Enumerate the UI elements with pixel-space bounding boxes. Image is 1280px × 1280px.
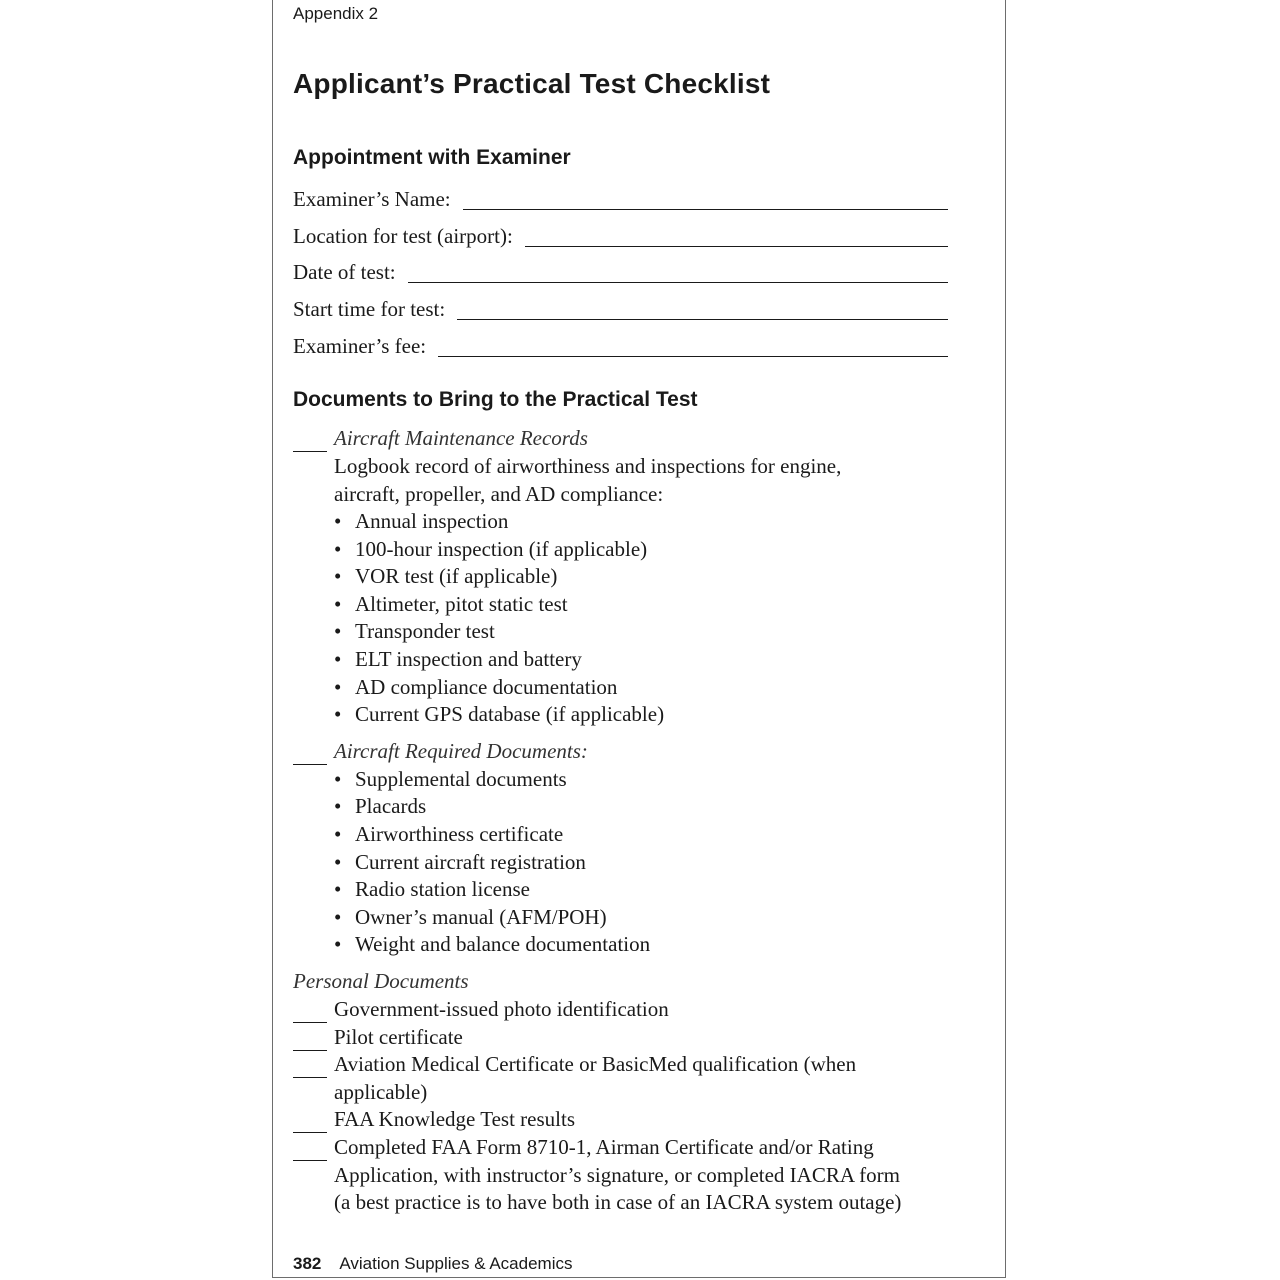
- personal-item-checkbox-blank[interactable]: [293, 1106, 327, 1133]
- list-item: • Supplemental documents: [334, 767, 567, 791]
- examiner-name-label: Examiner’s Name:: [293, 187, 451, 211]
- personal-docs-label: Personal Documents: [293, 969, 469, 993]
- appendix-label: Appendix 2: [293, 4, 379, 23]
- start-time-label: Start time for test:: [293, 297, 446, 321]
- bullet-icon: •: [334, 794, 342, 818]
- test-date-line[interactable]: [408, 281, 948, 283]
- examiner-fee-field[interactable]: [293, 331, 948, 357]
- page-number: 382: [293, 1254, 322, 1273]
- list-item: • Current aircraft registration: [334, 850, 586, 874]
- start-time-line[interactable]: [457, 318, 948, 320]
- personal-item-text: Application, with instructor’s signature, or completed IACRA form: [334, 1163, 900, 1187]
- personal-item-text: applicable): [334, 1080, 428, 1104]
- personal-item-text: Completed FAA Form 8710-1, Airman Certificate and/or Rating: [334, 1135, 874, 1159]
- list-item: • Weight and balance documentation: [334, 932, 651, 956]
- required-docs-checkbox-blank[interactable]: [293, 738, 327, 765]
- personal-item-checkbox-blank[interactable]: [293, 996, 327, 1023]
- test-date-label: Date of test:: [293, 260, 396, 284]
- list-item: • ELT inspection and battery: [334, 647, 582, 671]
- list-item: • Owner’s manual (AFM/POH): [334, 905, 607, 929]
- list-item: • AD compliance documentation: [334, 675, 618, 699]
- list-item: • Radio station license: [334, 877, 530, 901]
- bullet-icon: •: [334, 905, 342, 929]
- test-location-field[interactable]: [293, 221, 948, 247]
- required-docs-label: Aircraft Required Documents:: [334, 739, 588, 763]
- test-location-label: Location for test (airport):: [293, 224, 513, 248]
- test-location-line[interactable]: [525, 245, 948, 247]
- list-item: • Altimeter, pitot static test: [334, 592, 568, 616]
- list-item: • 100-hour inspection (if applicable): [334, 537, 648, 561]
- personal-item-text: (a best practice is to have both in case of an IACRA system outage): [334, 1190, 902, 1214]
- bullet-icon: •: [334, 767, 342, 791]
- start-time-field[interactable]: [293, 294, 948, 320]
- bullet-icon: •: [334, 675, 342, 699]
- bullet-icon: •: [334, 702, 342, 726]
- list-item: • Airworthiness certificate: [334, 822, 564, 846]
- personal-item-text: FAA Knowledge Test results: [334, 1107, 575, 1131]
- personal-item-text: Aviation Medical Certificate or BasicMed qualification (when: [334, 1052, 857, 1076]
- documents-heading: Documents to Bring to the Practical Test: [293, 388, 698, 411]
- personal-item-text: Pilot certificate: [334, 1025, 463, 1049]
- bullet-icon: •: [334, 647, 342, 671]
- personal-item-checkbox-blank[interactable]: [293, 1024, 327, 1051]
- bullet-icon: •: [334, 619, 342, 643]
- maintenance-checkbox-blank[interactable]: [293, 425, 327, 452]
- examiner-fee-line[interactable]: [438, 355, 948, 357]
- bullet-icon: •: [334, 850, 342, 874]
- bullet-icon: •: [334, 592, 342, 616]
- bullet-icon: •: [334, 509, 342, 533]
- maintenance-desc-line: Logbook record of airworthiness and inspections for engine,: [334, 454, 842, 478]
- page-title: Applicant’s Practical Test Checklist: [293, 68, 771, 99]
- personal-item-checkbox-blank[interactable]: [293, 1051, 327, 1078]
- personal-item-text: Government-issued photo identification: [334, 997, 669, 1021]
- list-item: • Current GPS database (if applicable): [334, 702, 665, 726]
- maintenance-records-label: Aircraft Maintenance Records: [334, 426, 588, 450]
- appointment-heading: Appointment with Examiner: [293, 146, 571, 169]
- page-footer: [293, 1254, 572, 1274]
- examiner-name-line[interactable]: [463, 208, 948, 210]
- bullet-icon: •: [334, 537, 342, 561]
- bullet-icon: •: [334, 877, 342, 901]
- list-item: • VOR test (if applicable): [334, 564, 558, 588]
- publisher-name: Aviation Supplies & Academics: [339, 1254, 573, 1273]
- bullet-icon: •: [334, 564, 342, 588]
- maintenance-desc-line: aircraft, propeller, and AD compliance:: [334, 482, 664, 506]
- examiner-fee-label: Examiner’s fee:: [293, 334, 427, 358]
- personal-item-checkbox-blank[interactable]: [293, 1134, 327, 1161]
- test-date-field[interactable]: [293, 257, 948, 283]
- bullet-icon: •: [334, 932, 342, 956]
- list-item: • Annual inspection: [334, 509, 509, 533]
- examiner-name-field[interactable]: [293, 184, 948, 210]
- list-item: • Placards: [334, 794, 427, 818]
- list-item: • Transponder test: [334, 619, 495, 643]
- bullet-icon: •: [334, 822, 342, 846]
